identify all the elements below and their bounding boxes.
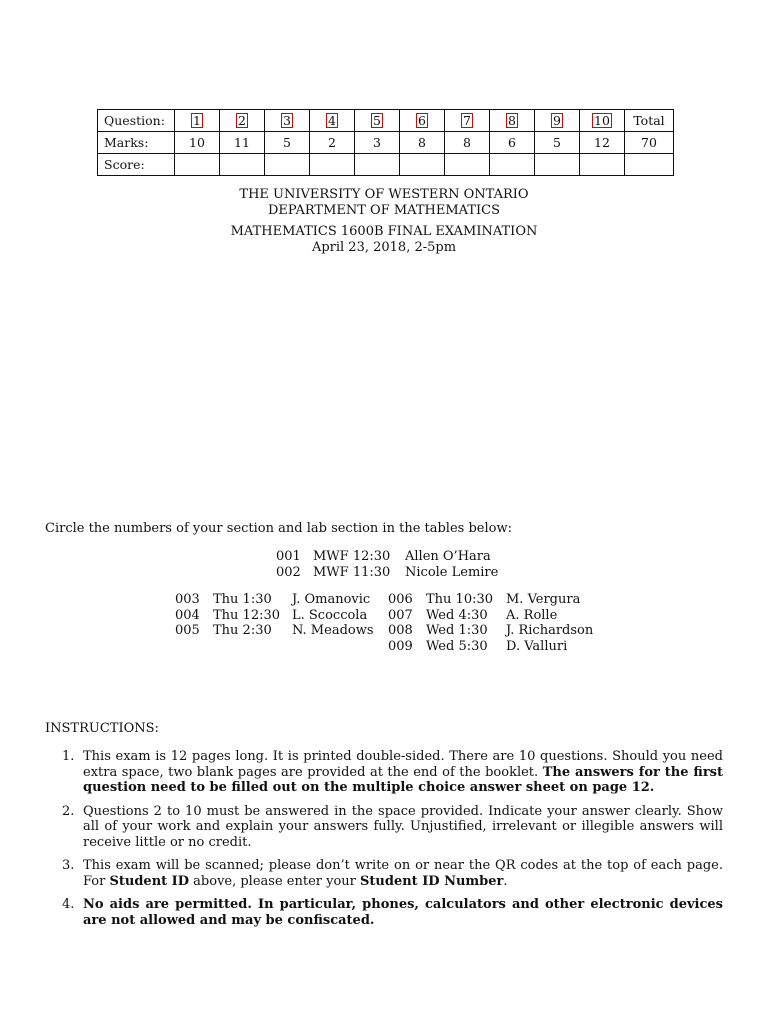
section-time: Thu 1:30 — [213, 592, 272, 607]
lab-sections-left — [175, 592, 374, 639]
marks-cell: 8 — [445, 132, 490, 154]
total-marks-cell: 70 — [625, 132, 674, 154]
instruction-bold-text: Student ID — [109, 873, 190, 889]
instruction-text: above, please enter your — [189, 873, 361, 889]
question-row-label: Question: — [98, 110, 175, 132]
section-instructor: L. Scoccola — [292, 607, 368, 623]
exam-header — [0, 187, 768, 255]
marks-cell: 12 — [580, 132, 625, 154]
lab-section-row — [388, 623, 593, 639]
section-number: 003 — [175, 592, 200, 607]
score-cell — [220, 154, 265, 176]
score-row — [98, 154, 674, 176]
score-row-label: Score: — [98, 154, 175, 176]
score-cell — [265, 154, 310, 176]
instruction-text: This exam is 12 pages long. It is printed double-sided. There are 10 questions. Should you need extra space, two blank pages are provided at the end of the booklet. — [83, 749, 723, 780]
question-link[interactable]: 2 — [236, 113, 248, 128]
instructions-list — [45, 749, 723, 936]
section-instructor: N. Meadows — [292, 623, 374, 638]
question-cell — [265, 110, 310, 132]
instruction-text: This exam will be scanned; please don’t write on or near the QR codes at the top of each page. For — [83, 858, 723, 889]
section-prompt: Circle the numbers of your section and lab section in the tables below: — [45, 521, 512, 536]
lecture-sections — [276, 549, 498, 580]
question-link[interactable]: 3 — [281, 113, 293, 128]
section-time: Wed 1:30 — [426, 623, 488, 638]
section-number: 009 — [388, 638, 413, 654]
instruction-number: 4. — [62, 897, 75, 912]
department-name: DEPARTMENT OF MATHEMATICS — [267, 202, 500, 218]
section-time: Thu 12:30 — [213, 607, 281, 623]
total-score-cell — [625, 154, 674, 176]
instruction-item — [45, 749, 723, 796]
score-cell — [535, 154, 580, 176]
question-link[interactable]: 10 — [594, 113, 610, 128]
question-cell — [535, 110, 580, 132]
instruction-bold-text: No aids are permitted. In particular, phones, calculators and other electronic devices are not allowed and may be confiscated. — [83, 897, 723, 928]
marks-row-label: Marks: — [98, 132, 175, 154]
section-instructor: J. Omanovic — [292, 592, 371, 607]
marks-cell: 5 — [535, 132, 580, 154]
instruction-item — [45, 897, 723, 928]
question-cell — [310, 110, 355, 132]
question-cell — [355, 110, 400, 132]
score-cell — [310, 154, 355, 176]
question-link[interactable]: 8 — [506, 113, 518, 128]
marks-cell: 5 — [265, 132, 310, 154]
section-number: 008 — [388, 623, 413, 638]
marks-row — [98, 132, 674, 154]
question-link[interactable]: 5 — [371, 113, 383, 128]
question-cell — [490, 110, 535, 132]
score-cell — [400, 154, 445, 176]
total-header: Total — [625, 110, 674, 132]
section-number: 007 — [388, 607, 413, 623]
question-cell — [400, 110, 445, 132]
lab-section-row — [175, 608, 374, 624]
score-cell — [175, 154, 220, 176]
lab-section-row — [175, 623, 374, 639]
section-number: 006 — [388, 592, 413, 607]
section-time: Thu 10:30 — [426, 592, 494, 607]
instruction-number: 3. — [62, 858, 75, 873]
marks-cell: 3 — [355, 132, 400, 154]
question-cell — [445, 110, 490, 132]
section-number: 004 — [175, 607, 200, 623]
section-time: MWF 11:30 — [313, 564, 391, 580]
question-link[interactable]: 7 — [461, 113, 473, 128]
lab-section-row — [388, 592, 593, 608]
score-cell — [355, 154, 400, 176]
question-link[interactable]: 9 — [551, 113, 563, 128]
question-cell — [580, 110, 625, 132]
instruction-number: 2. — [62, 803, 75, 819]
grading-table — [97, 109, 674, 176]
instruction-bold-text: The answers for the first question need to be filled out on the multiple choice answer sheet on page 12. — [83, 764, 724, 795]
lab-sections-right — [388, 592, 593, 654]
instruction-text: . — [503, 873, 508, 889]
marks-cell: 6 — [490, 132, 535, 154]
section-time: Thu 2:30 — [213, 623, 272, 638]
question-cell — [175, 110, 220, 132]
exam-date: April 23, 2018, 2-5pm — [311, 239, 457, 255]
instruction-number: 1. — [62, 749, 75, 764]
section-instructor: D. Valluri — [506, 638, 568, 654]
question-row — [98, 110, 674, 132]
section-number: 005 — [175, 623, 200, 638]
section-instructor: Allen O’Hara — [405, 549, 491, 564]
section-instructor: J. Richardson — [506, 623, 594, 638]
instruction-item — [45, 858, 723, 889]
section-number: 002 — [276, 564, 301, 580]
marks-cell: 8 — [400, 132, 445, 154]
instruction-bold-text: Student ID Number — [360, 873, 504, 889]
instruction-text: Questions 2 to 10 must be answered in the space provided. Indicate your answer clearly. Show all of your work and explain your answers fully. Unjustified, irrelevant or illegible answers will receive little or no credit. — [83, 803, 723, 850]
section-number: 001 — [276, 549, 301, 564]
lecture-section-row — [276, 549, 498, 565]
university-name: THE UNIVERSITY OF WESTERN ONTARIO — [239, 187, 529, 202]
instruction-item — [45, 804, 723, 851]
exam-title: MATHEMATICS 1600B FINAL EXAMINATION — [230, 224, 538, 239]
marks-cell: 10 — [175, 132, 220, 154]
lab-section-row — [388, 639, 593, 655]
score-cell — [490, 154, 535, 176]
question-cell — [220, 110, 265, 132]
lab-section-row — [388, 608, 593, 624]
section-time: Wed 5:30 — [426, 638, 488, 654]
lab-section-row — [175, 592, 374, 608]
score-cell — [580, 154, 625, 176]
marks-cell: 2 — [310, 132, 355, 154]
section-time: MWF 12:30 — [313, 549, 391, 564]
instructions-heading: INSTRUCTIONS: — [45, 721, 159, 736]
lecture-section-row — [276, 565, 498, 581]
question-link[interactable]: 6 — [416, 113, 428, 128]
section-instructor: M. Vergura — [506, 592, 581, 607]
question-link[interactable]: 1 — [191, 113, 203, 128]
section-instructor: A. Rolle — [506, 607, 558, 623]
section-time: Wed 4:30 — [426, 607, 488, 623]
marks-cell: 11 — [220, 132, 265, 154]
section-instructor: Nicole Lemire — [405, 564, 499, 580]
score-cell — [445, 154, 490, 176]
question-link[interactable]: 4 — [326, 113, 338, 128]
